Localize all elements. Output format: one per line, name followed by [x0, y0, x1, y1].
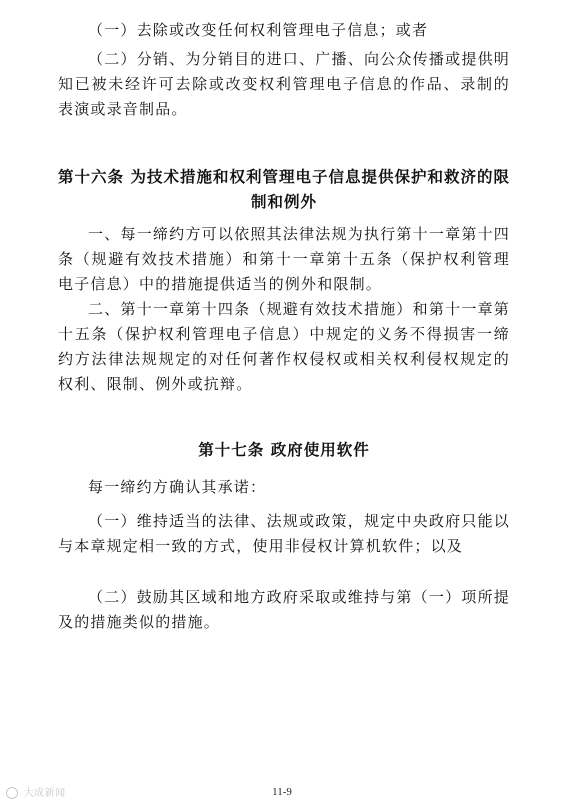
clause-item-2: （二）分销、为分销目的进口、广播、向公众传播或提供明知已被未经许可去除或改变权利管理电子信息的作品、录制的表演或录音制品。 — [58, 50, 510, 118]
article-16-paragraph-2: 二、第十一章第十四条（规避有效技术措施）和第十一章第十五条（保护权利管理电子信息）中规定的义务不得损害一缔约方法律法规规定的对任何著作权侵权或相关权利侵权规定的权利、限制、例外或抗辩。 — [58, 300, 510, 393]
watermark-text: 大成新闻 — [23, 788, 66, 799]
article-17-heading: 第十七条 政府使用软件 — [198, 440, 370, 459]
article-16-heading: 第十六条 为技术措施和权利管理电子信息提供保护和救济的限制和例外 — [58, 167, 510, 211]
article-17-item-1: （一）维持适当的法律、法规或政策，规定中央政府只能以与本章规定相一致的方式，使用非侵权计算机软件；以及 — [58, 512, 510, 555]
clause-item-1: （一）去除或改变任何权利管理电子信息；或者 — [88, 21, 429, 39]
article-17-intro: 每一缔约方确认其承诺： — [88, 478, 267, 496]
article-17-item-2: （二）鼓励其区域和地方政府采取或维持与第（一）项所提及的措施类似的措施。 — [58, 588, 510, 631]
page-number: 11-9 — [272, 786, 292, 798]
article-16-paragraph-1: 一、每一缔约方可以依照其法律法规为执行第十一章第十四条（规避有效技术措施）和第十一章第十五条（保护权利管理电子信息）中的措施提供适当的例外和限制。 — [58, 225, 510, 293]
